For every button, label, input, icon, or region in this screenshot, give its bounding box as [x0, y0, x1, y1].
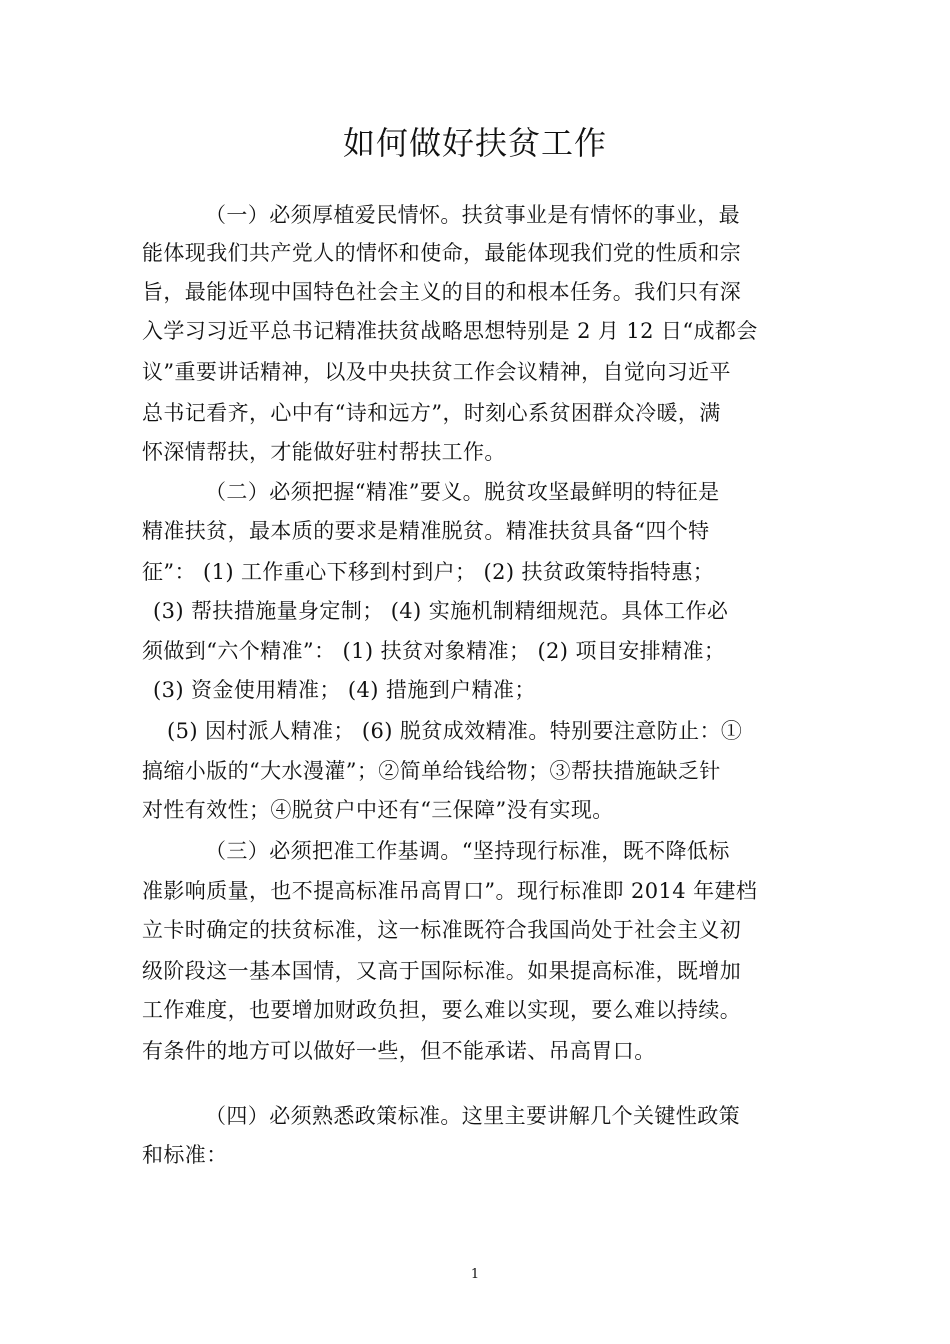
- paragraph-line: （三）必须把准工作基调。“坚持现行标准，既不降低标: [205, 839, 730, 863]
- paragraph-line: 总书记看齐，心中有“诗和远方”，时刻心系贫困群众冷暖，满: [142, 401, 721, 425]
- paragraph-line: 对性有效性；④脱贫户中还有“三保障”没有实现。: [142, 798, 614, 822]
- paragraph-line: 征”： (1) 工作重心下移到村到户； (2) 扶贫政策特指特惠；: [142, 560, 715, 584]
- paragraph-line: 级阶段这一基本国情，又高于国际标准。如果提高标准，既增加: [142, 959, 742, 983]
- paragraph-line: 能体现我们共产党人的情怀和使命，最能体现我们党的性质和宗: [142, 241, 742, 265]
- paragraph-line: (3) 资金使用精准； (4) 措施到户精准；: [153, 678, 536, 702]
- paragraph-line: （四）必须熟悉政策标准。这里主要讲解几个关键性政策: [205, 1104, 740, 1128]
- paragraph-line: 搞缩小版的“大水漫灌”；②简单给钱给物；③帮扶措施缺乏针: [142, 759, 721, 783]
- paragraph-line: (5) 因村派人精准； (6) 脱贫成效精准。特别要注意防止：①: [167, 719, 743, 743]
- paragraph-line: 怀深情帮扶，才能做好驻村帮扶工作。: [142, 440, 506, 464]
- paragraph-line: 须做到“六个精准”： (1) 扶贫对象精准； (2) 项目安排精准；: [142, 639, 726, 663]
- paragraph-line: 精准扶贫，最本质的要求是精准脱贫。精准扶贫具备“四个特: [142, 519, 710, 543]
- paragraph-line: （二）必须把握“精准”要义。脱贫攻坚最鲜明的特征是: [205, 480, 720, 504]
- paragraph-line: 有条件的地方可以做好一些，但不能承诺、吊高胃口。: [142, 1039, 656, 1063]
- paragraph-line: (3) 帮扶措施量身定制； (4) 实施机制精细规范。具体工作必: [153, 599, 729, 623]
- paragraph-line: 议”重要讲话精神，以及中央扶贫工作会议精神，自觉向习近平: [142, 360, 731, 384]
- page-number: 1: [470, 1267, 480, 1282]
- paragraph-line: 立卡时确定的扶贫标准，这一标准既符合我国尚处于社会主义初: [142, 918, 742, 942]
- paragraph-line: 工作难度，也要增加财政负担，要么难以实现，要么难以持续。: [142, 998, 742, 1022]
- paragraph-line: 旨，最能体现中国特色社会主义的目的和根本任务。我们只有深: [142, 280, 742, 304]
- paragraph-line: 准影响质量，也不提高标准吊高胃口”。现行标准即 2014 年建档: [142, 879, 758, 903]
- paragraph-line: 入学习习近平总书记精准扶贫战略思想特别是 2 月 12 日“成都会: [142, 319, 758, 343]
- paragraph-line: （一）必须厚植爱民情怀。扶贫事业是有情怀的事业，最: [205, 203, 740, 227]
- document-title: 如何做好扶贫工作: [342, 124, 607, 163]
- paragraph-line: 和标准：: [142, 1143, 228, 1167]
